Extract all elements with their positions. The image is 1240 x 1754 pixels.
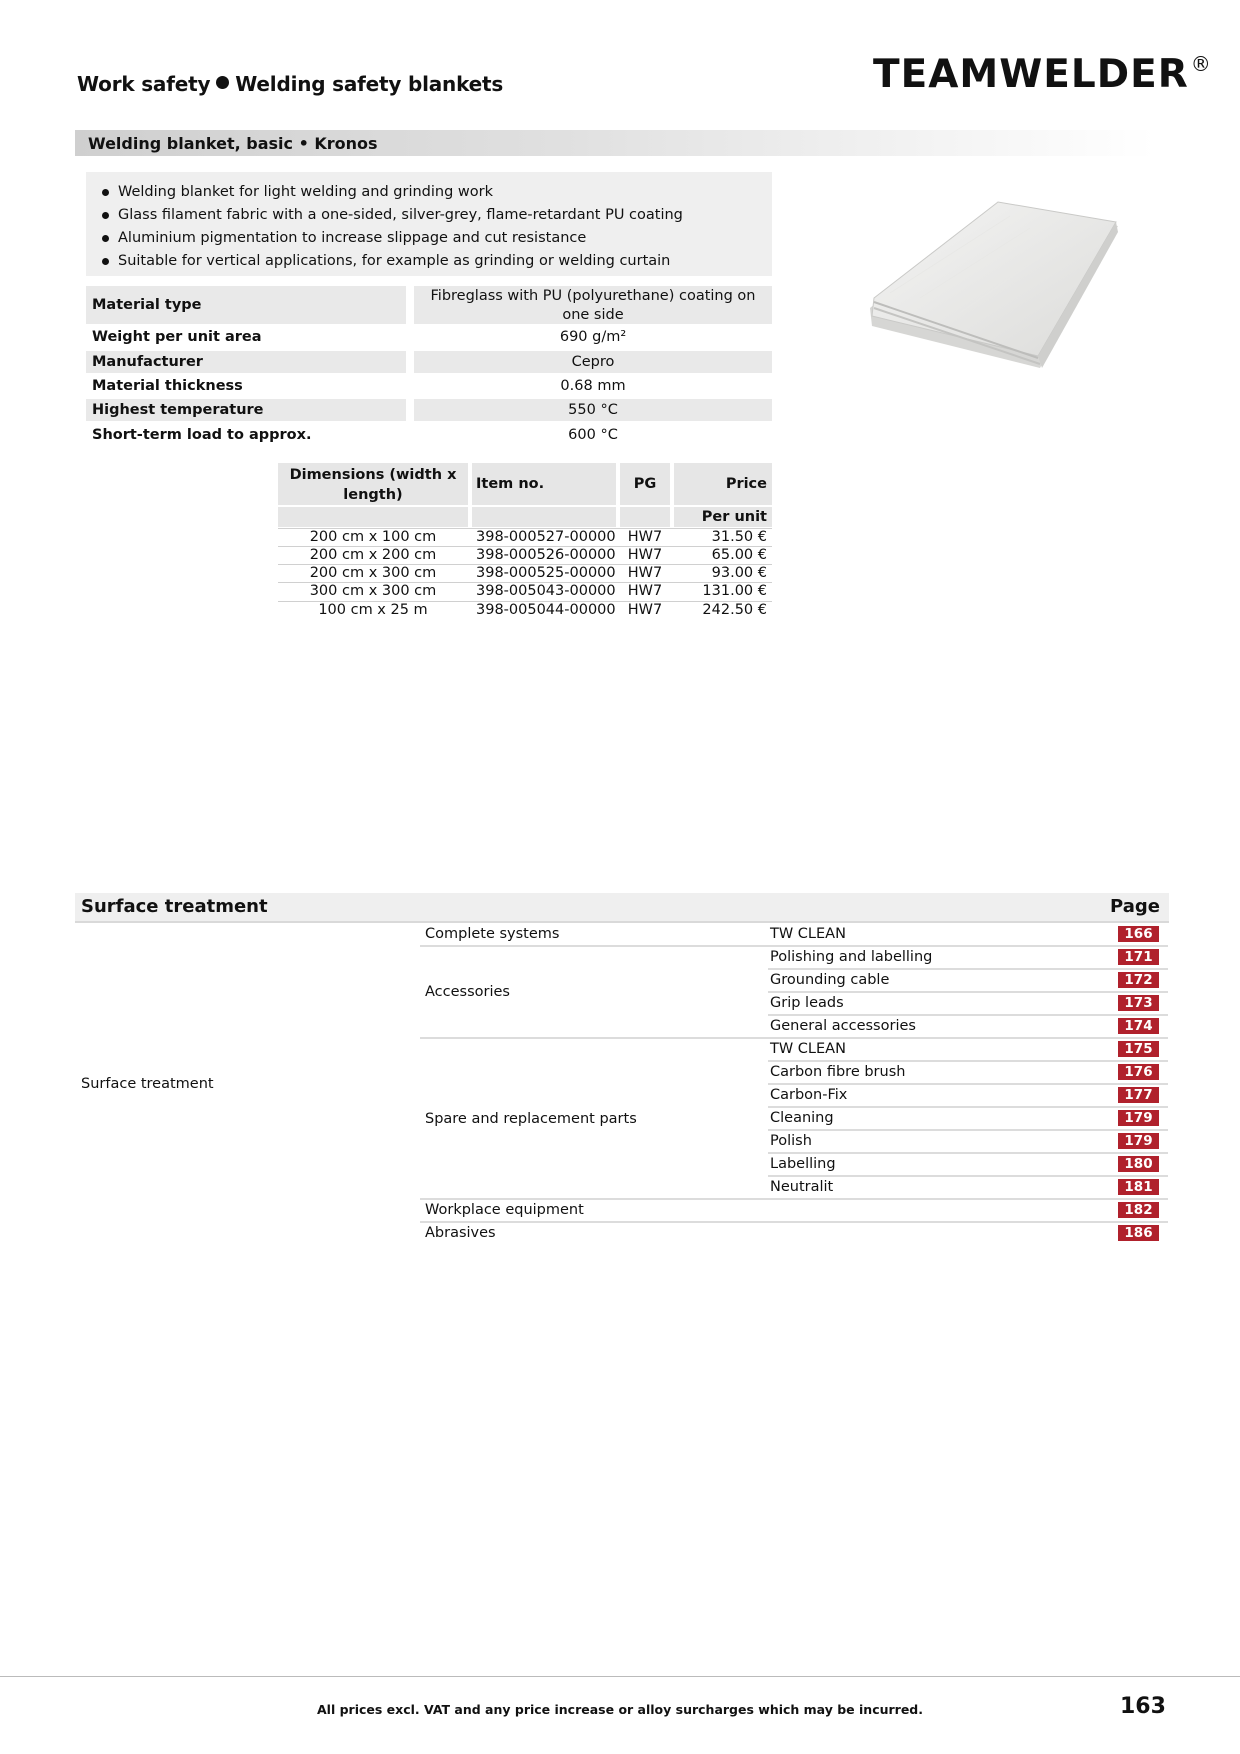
spec-row-thickness: [86, 375, 772, 397]
page-number: 163: [1120, 1694, 1166, 1719]
spec-value: Fibreglass with PU (polyurethane) coating on one side: [414, 286, 772, 324]
price-table: [278, 463, 772, 623]
brand-logo: [873, 52, 1212, 97]
surface-treatment-header: [75, 893, 1169, 923]
product-title: Welding blanket, basic • Kronos: [88, 134, 378, 153]
subheader-cell: [278, 507, 468, 527]
separator: [768, 1129, 1168, 1131]
separator: [768, 1175, 1168, 1177]
cell-price: 131.00 €: [702, 583, 767, 599]
separator: [420, 945, 1168, 947]
spec-label: Weight per unit area: [92, 329, 262, 345]
spec-label: Highest temperature: [86, 399, 406, 421]
subheader-cell: [472, 507, 616, 527]
spec-row-highest-temp: [86, 399, 772, 421]
cell-pg: HW7: [627, 602, 663, 618]
col-header-item-no: Item no.: [472, 463, 616, 505]
col-header-price: Price: [674, 463, 772, 505]
bullet-dot-icon: [216, 76, 229, 89]
group-label-spare-parts[interactable]: Spare and replacement parts: [425, 1111, 637, 1127]
item-label[interactable]: Grounding cable: [770, 972, 890, 988]
spec-row-weight: [86, 327, 772, 348]
page-badge[interactable]: 171: [1118, 949, 1159, 965]
page-badge[interactable]: 172: [1118, 972, 1159, 988]
item-label[interactable]: TW CLEAN: [770, 1041, 846, 1057]
spec-value: 600 °C: [568, 427, 618, 443]
cell-price: 242.50 €: [702, 602, 767, 618]
feature-item: Glass filament fabric with a one-sided, silver-grey, flame-retardant PU coating: [100, 204, 772, 227]
page-badge[interactable]: 182: [1118, 1202, 1159, 1218]
item-label[interactable]: Cleaning: [770, 1110, 834, 1126]
group-label-complete-systems[interactable]: Complete systems: [425, 926, 560, 942]
item-label[interactable]: Polish: [770, 1133, 812, 1149]
spec-value: 0.68 mm: [560, 378, 626, 394]
page-badge[interactable]: 173: [1118, 995, 1159, 1011]
cell-dimensions: 200 cm x 100 cm: [309, 529, 437, 545]
main-category-label: Surface treatment: [81, 1076, 214, 1092]
spec-label: Short-term load to approx.: [92, 427, 312, 443]
separator: [768, 1106, 1168, 1108]
brand-name: TEAMWELDER: [873, 52, 1189, 97]
cell-dimensions: 200 cm x 200 cm: [309, 547, 437, 563]
feature-list: [86, 172, 772, 276]
item-label[interactable]: Polishing and labelling: [770, 949, 933, 965]
col-subheader-per-unit: Per unit: [674, 507, 772, 527]
separator: [768, 991, 1168, 993]
item-label[interactable]: Grip leads: [770, 995, 844, 1011]
cell-pg: HW7: [627, 583, 663, 599]
spec-value: 690 g/m²: [559, 329, 627, 345]
product-section-bar: [75, 130, 1155, 156]
item-label[interactable]: Carbon-Fix: [770, 1087, 848, 1103]
cell-item-no: 398-005044-00000: [476, 602, 616, 618]
spec-value: 550 °C: [414, 399, 772, 421]
spec-row-material-type: [86, 286, 772, 324]
page-badge[interactable]: 179: [1118, 1133, 1159, 1149]
item-label[interactable]: Labelling: [770, 1156, 836, 1172]
page-badge[interactable]: 177: [1118, 1087, 1159, 1103]
spec-label: Material type: [86, 286, 406, 324]
cell-pg: HW7: [627, 547, 663, 563]
item-label[interactable]: General accessories: [770, 1018, 916, 1034]
feature-item: Welding blanket for light welding and grinding work: [100, 181, 772, 204]
cell-dimensions: 300 cm x 300 cm: [309, 583, 437, 599]
cell-item-no: 398-000527-00000: [476, 529, 616, 545]
page-badge[interactable]: 175: [1118, 1041, 1159, 1057]
cell-pg: HW7: [627, 529, 663, 545]
separator: [420, 1037, 1168, 1039]
item-label[interactable]: Neutralit: [770, 1179, 834, 1195]
separator: [768, 1152, 1168, 1154]
page-badge[interactable]: 174: [1118, 1018, 1159, 1034]
page-badge[interactable]: 179: [1118, 1110, 1159, 1126]
group-label-workplace-equipment[interactable]: Workplace equipment: [425, 1202, 584, 1218]
page-heading: [77, 72, 503, 96]
separator: [768, 1014, 1168, 1016]
page-column-header: Page: [1110, 896, 1160, 917]
spec-label: Manufacturer: [86, 351, 406, 373]
spec-row-manufacturer: [86, 351, 772, 373]
separator: [420, 1198, 1168, 1200]
cell-item-no: 398-000526-00000: [476, 547, 616, 563]
page-badge[interactable]: 166: [1118, 926, 1159, 942]
feature-item: Aluminium pigmentation to increase slippage and cut resistance: [100, 227, 772, 250]
col-header-pg: PG: [620, 463, 670, 505]
subcategory-title: Welding safety blankets: [235, 72, 504, 96]
group-label-abrasives[interactable]: Abrasives: [425, 1225, 496, 1241]
spec-label: Material thickness: [92, 378, 243, 394]
separator: [768, 1083, 1168, 1085]
cell-price: 65.00 €: [711, 547, 767, 563]
separator: [768, 968, 1168, 970]
item-label[interactable]: Carbon fibre brush: [770, 1064, 906, 1080]
footer-note: All prices excl. VAT and any price increase or alloy surcharges which may be incurred.: [316, 1702, 924, 1717]
cell-price: 31.50 €: [711, 529, 767, 545]
cell-dimensions: 100 cm x 25 m: [318, 602, 428, 618]
registered-mark: ®: [1190, 52, 1212, 76]
cell-item-no: 398-005043-00000: [476, 583, 616, 599]
spec-row-short-term-load: [86, 424, 772, 446]
spec-value: Cepro: [414, 351, 772, 373]
cell-dimensions: 200 cm x 300 cm: [309, 565, 437, 581]
col-header-dimensions: Dimensions (width x length): [278, 463, 468, 505]
subheader-cell: [620, 507, 670, 527]
cell-price: 93.00 €: [711, 565, 767, 581]
section-title: Surface treatment: [81, 896, 268, 917]
separator: [420, 1221, 1168, 1223]
cell-item-no: 398-000525-00000: [476, 565, 616, 581]
cell-pg: HW7: [627, 565, 663, 581]
page-badge[interactable]: 176: [1118, 1064, 1159, 1080]
page-badge[interactable]: 181: [1118, 1179, 1159, 1195]
page-badge[interactable]: 180: [1118, 1156, 1159, 1172]
category-title: Work safety: [77, 72, 211, 96]
item-label[interactable]: TW CLEAN: [770, 926, 846, 942]
footer-divider: [0, 1676, 1240, 1677]
feature-item: Suitable for vertical applications, for example as grinding or welding curtain: [100, 250, 772, 273]
page-badge[interactable]: 186: [1118, 1225, 1159, 1241]
group-label-accessories[interactable]: Accessories: [425, 984, 510, 1000]
separator: [768, 1060, 1168, 1062]
product-image-welding-blanket: [860, 198, 1130, 374]
